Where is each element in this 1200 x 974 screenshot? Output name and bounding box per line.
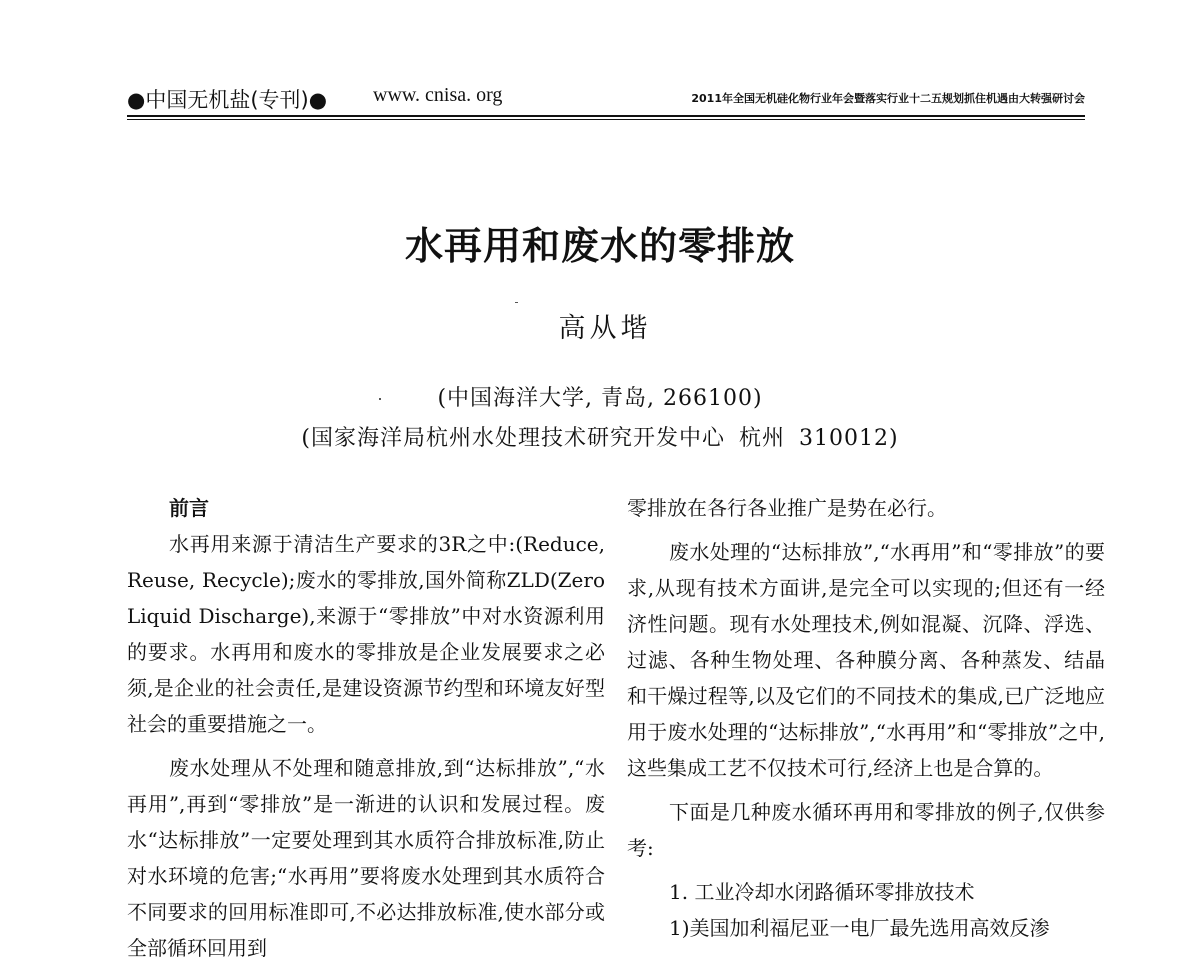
- header-rule-thin: [127, 119, 1085, 120]
- body-paragraph: 废水处理从不处理和随意排放,到“达标排放”,“水再用”,再到“零排放”是一渐进的认识和发展过程。废水“达标排放”一定要处理到其水质符合排放标准,防止对水环境的危害;“水再用”要将废水处理到其水质符合不同要求的回用标准即可,不必达排放标准,使水部分或全部循环回用到: [127, 756, 605, 960]
- conference-name: 2011年全国无机硅化物行业年会暨落实行业十二五规划抓住机遇由大转强研讨会: [691, 92, 1085, 105]
- journal-url[interactable]: www. cnisa. org: [373, 84, 503, 106]
- section-heading: 前言: [169, 496, 209, 520]
- body-paragraph: 零排放在各行各业推广是势在必行。: [627, 496, 947, 520]
- body-paragraph: 水再用来源于清洁生产要求的3R之中:(Reduce, Reuse, Recycle);废水的零排放,国外简称ZLD(Zero Liquid Discharge),来源于“零排放”中对水资源利用的要求。水再用和废水的零排放是企业发展要求之必须,是企业的社会责任,是建设资源节约型和环境友好型社会的重要措施之一。: [127, 532, 605, 736]
- paper-author: 高从堦: [558, 313, 652, 344]
- scan-speck: [515, 302, 518, 303]
- affiliation-1: (中国海洋大学, 青岛, 266100): [437, 386, 763, 411]
- left-column: [127, 490, 605, 974]
- running-header: [127, 84, 1085, 116]
- body-paragraph: 下面是几种废水循环再用和零排放的例子,仅供参考:: [627, 800, 1105, 860]
- affiliation-2: (国家海洋局杭州水处理技术研究开发中心 杭州 310012): [301, 426, 899, 451]
- right-column: [627, 490, 1105, 946]
- journal-name: ●中国无机盐(专刊)●: [127, 88, 328, 112]
- list-item: 1. 工业冷却水闭路循环零排放技术: [669, 880, 975, 904]
- list-sub-item: 1)美国加利福尼亚一电厂最先选用高效反渗: [669, 916, 1050, 940]
- header-rule: [127, 115, 1085, 117]
- body-paragraph: 废水处理的“达标排放”,“水再用”和“零排放”的要求,从现有技术方面讲,是完全可以实现的;但还有一经济性问题。现有水处理技术,例如混凝、沉降、浮选、过滤、各种生物处理、各种膜分离、各种蒸发、结晶和干燥过程等,以及它们的不同技术的集成,已广泛地应用于废水处理的“达标排放”,“水再用”和“零排放”之中,这些集成工艺不仅技术可行,经济上也是合算的。: [627, 540, 1105, 780]
- paper-title: 水再用和废水的零排放: [404, 223, 795, 268]
